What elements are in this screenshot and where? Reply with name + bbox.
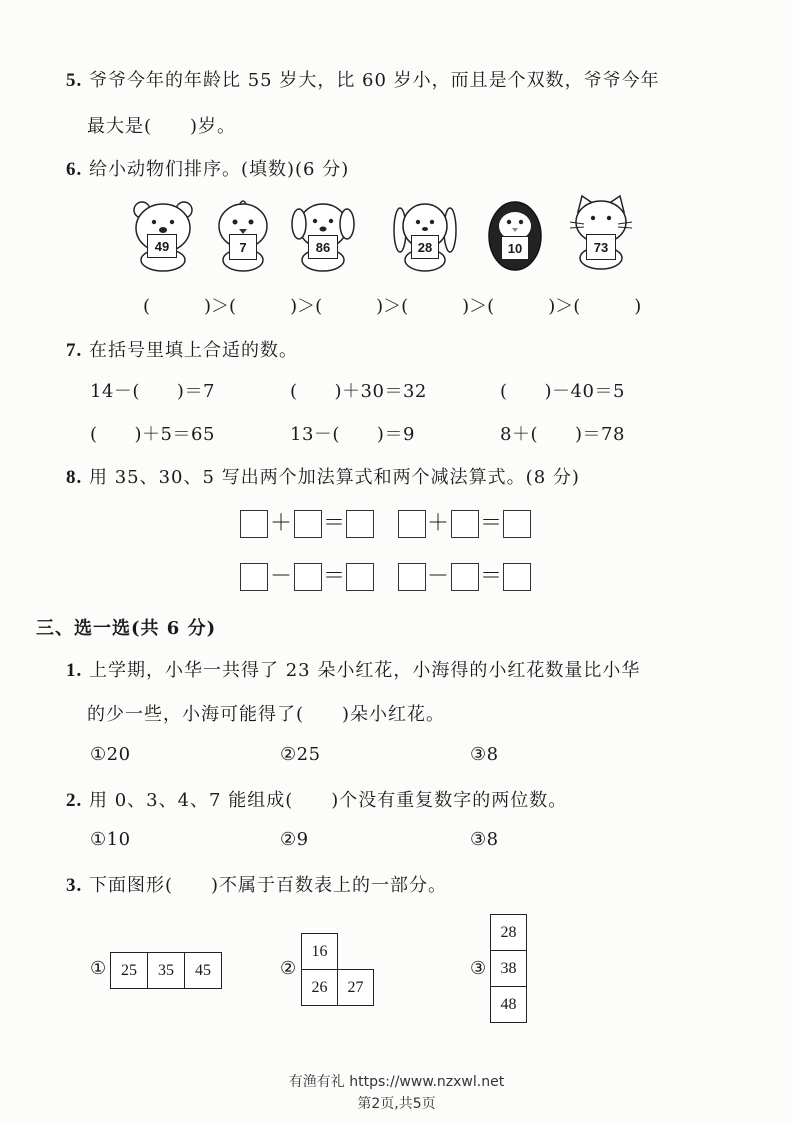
animal-number: 73 [586,234,616,260]
animal-number: 10 [501,236,529,260]
question-number: 3. [66,875,83,896]
grid-cell: 48 [490,986,527,1023]
plus-sign: ＋ [270,511,293,536]
grid-cell: 26 [301,969,338,1006]
choice-question-2 [66,786,567,812]
equation: 13－( )＝9 [290,424,415,445]
grid-cell: 38 [490,950,527,987]
cat-icon [568,192,634,266]
question-number: 6. [66,159,83,180]
answer-box[interactable] [503,563,531,591]
answer-box[interactable] [346,563,374,591]
question-5-line2: 最大是( )岁。 [87,116,237,137]
equals-sign: ＝ [480,511,503,536]
grid-cell: 45 [184,952,222,989]
bear-icon [130,198,196,272]
equation: ( )＋5＝65 [90,424,215,445]
question-text: 在括号里填上合适的数。 [88,340,298,361]
answer-box[interactable] [240,563,268,591]
dog-icon [290,198,356,272]
chick-icon [210,198,276,272]
answer-box[interactable] [240,510,268,538]
equation: ( )＋30＝32 [290,381,427,402]
penguin-icon [482,198,548,272]
answer-box[interactable] [346,510,374,538]
question-text: 用 35、30、5 写出两个加法算式和两个减法算式。(8 分) [88,467,580,488]
figure-2-label[interactable]: ② [280,958,297,979]
question-text: 给小动物们排序。(填数)(6 分) [88,159,350,180]
equals-sign: ＝ [323,564,346,589]
animal-number: 28 [411,235,439,259]
grid-cell: 27 [337,969,374,1006]
choice-question-1 [66,656,640,682]
plus-sign: ＋ [427,511,450,536]
animal-number: 7 [229,234,257,260]
animal-number: 49 [147,234,177,258]
question-number: 2. [66,790,83,811]
grid-cell: 35 [147,952,185,989]
option-3[interactable]: ③8 [470,829,499,850]
question-text: 上学期，小华一共得了 23 朵小红花，小海得的小红花数量比小华 [88,660,641,681]
question-text: 用 0、3、4、7 能组成( )个没有重复数字的两位数。 [88,790,568,811]
option-2[interactable]: ②25 [280,744,321,765]
page-number: 第2页,共5页 [357,1096,436,1112]
question-8 [66,463,580,489]
option-1[interactable]: ①20 [90,744,131,765]
question-number: 7. [66,340,83,361]
figure-3-label[interactable]: ③ [470,958,487,979]
figure-1-label[interactable]: ① [90,958,107,979]
equation: 8＋( )＝78 [500,424,625,445]
minus-sign: － [270,564,293,589]
question-5 [66,66,660,92]
answer-box[interactable] [294,510,322,538]
option-3[interactable]: ③8 [470,744,499,765]
grid-cell: 16 [301,933,338,970]
minus-sign: － [427,564,450,589]
equals-sign: ＝ [480,564,503,589]
equals-sign: ＝ [323,511,346,536]
answer-box[interactable] [398,510,426,538]
question-text-line2: 的少一些，小海可能得了( )朵小红花。 [87,704,446,725]
section-title: 三、选一选(共 6 分) [36,618,217,639]
equation: 14－( )＝7 [90,381,215,402]
grid-cell: 25 [110,952,148,989]
answer-box[interactable] [294,563,322,591]
order-blanks: ( )＞( )＞( )＞( )＞( )＞( ) [143,296,642,317]
question-number: 8. [66,467,83,488]
question-text: 爷爷今年的年龄比 55 岁大，比 60 岁小，而且是个双数，爷爷今年 [88,70,660,91]
question-6 [66,155,349,181]
answer-box[interactable] [503,510,531,538]
answer-box[interactable] [451,563,479,591]
choice-question-3 [66,871,447,897]
animal-number: 86 [308,235,338,259]
question-text: 下面图形( )不属于百数表上的一部分。 [88,875,448,896]
option-1[interactable]: ①10 [90,829,131,850]
grid-cell: 28 [490,914,527,951]
question-number: 1. [66,660,83,681]
watermark: 有渔有礼 https://www.nzxwl.net [288,1074,505,1090]
answer-box[interactable] [398,563,426,591]
answer-box[interactable] [451,510,479,538]
equation: ( )－40＝5 [500,381,625,402]
question-number: 5. [66,70,83,91]
option-2[interactable]: ②9 [280,829,309,850]
rabbit-icon [392,198,458,272]
question-7 [66,336,298,362]
